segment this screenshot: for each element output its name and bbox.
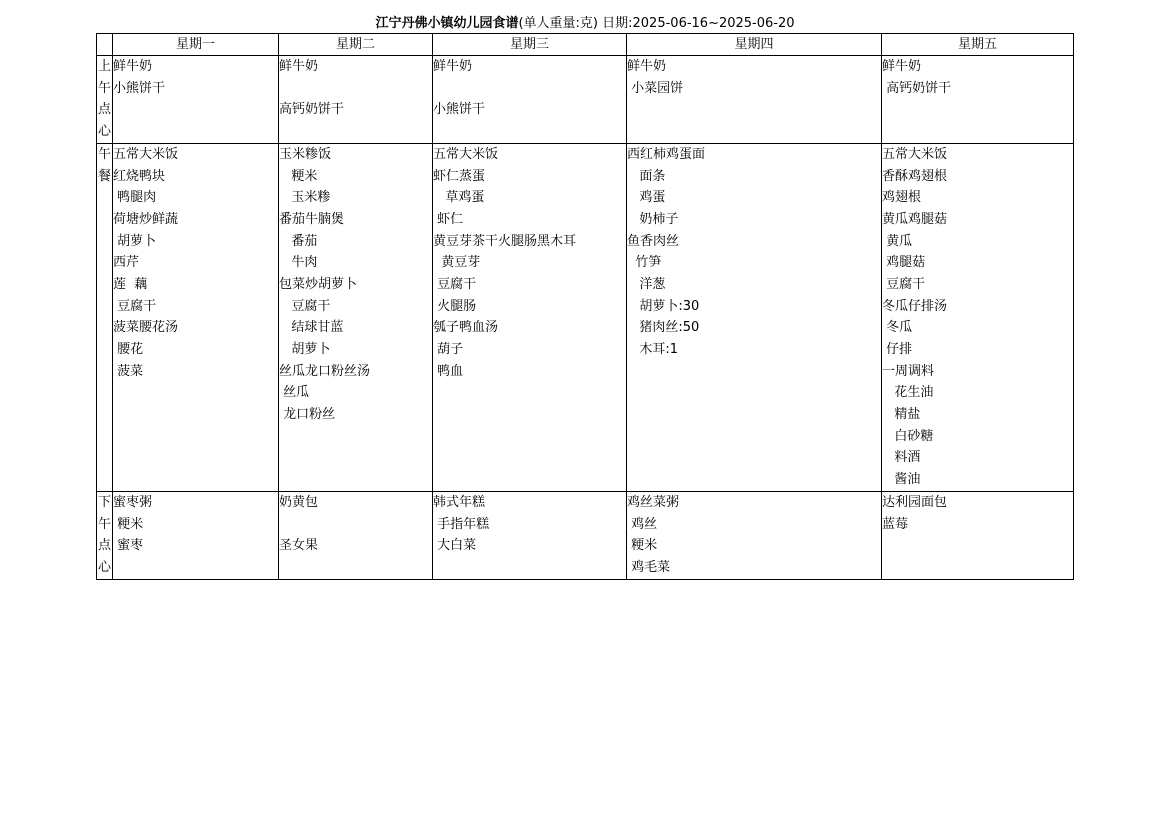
menu-item: 黄豆芽茶干火腿肠黑木耳 xyxy=(433,233,577,249)
menu-cell xyxy=(627,56,882,144)
menu-item: 西红柿鸡蛋面 xyxy=(627,146,706,162)
menu-item: 蜜枣粥 xyxy=(113,494,153,510)
menu-item: 鲜牛奶 xyxy=(627,59,667,74)
menu-item: 丝瓜龙口粉丝汤 xyxy=(279,363,371,379)
menu-cell xyxy=(627,491,882,579)
menu-item: 菠菜腰花汤 xyxy=(113,320,179,336)
menu-cell xyxy=(279,56,433,144)
menu-item: 鸡毛菜 xyxy=(627,559,671,575)
menu-cell xyxy=(882,56,1074,144)
menu-item: 鲜牛奶 xyxy=(882,59,922,74)
day-header-mon: 星期一 xyxy=(113,34,279,56)
menu-item: 蓝莓 xyxy=(882,516,909,532)
menu-cell xyxy=(433,143,627,491)
menu-item: 小菜园饼 xyxy=(627,80,684,96)
menu-item: 小熊饼干 xyxy=(433,102,486,118)
menu-item: 达利园面包 xyxy=(882,494,948,510)
menu-item: 冬瓜仔排汤 xyxy=(882,298,948,314)
lunch-label: 午 餐 xyxy=(97,143,113,491)
menu-item: 鸡丝菜粥 xyxy=(627,494,680,510)
menu-item: 香酥鸡翅根 xyxy=(882,168,948,184)
menu-cell xyxy=(113,491,279,579)
menu-item: 瓠子鸭血汤 xyxy=(433,320,499,336)
menu-item: 玉米糁饭 xyxy=(279,146,332,162)
menu-item: 黄豆芽 xyxy=(433,255,481,271)
menu-item: 白砂糖 xyxy=(882,428,934,444)
menu-item: 包菜炒胡萝卜 xyxy=(279,276,358,292)
menu-item: 豆腐干 xyxy=(113,298,157,314)
menu-item: 火腿肠 xyxy=(433,298,477,314)
menu-item: 五常大米饭 xyxy=(882,146,948,162)
menu-cell xyxy=(113,56,279,144)
menu-item: 猪肉丝:50 xyxy=(627,320,700,336)
menu-item: 鸡腿菇 xyxy=(882,255,926,271)
menu-cell xyxy=(433,491,627,579)
menu-item: 鸡翅根 xyxy=(882,190,922,206)
menu-item: 鲜牛奶 xyxy=(113,59,153,74)
menu-item: 粳米 xyxy=(627,538,658,554)
day-header-tue: 星期二 xyxy=(279,34,433,56)
menu-item: 蜜枣 xyxy=(113,538,144,554)
day-header-wed: 星期三 xyxy=(433,34,627,56)
menu-item: 料酒 xyxy=(882,450,921,466)
menu-item: 鲜牛奶 xyxy=(279,59,319,74)
menu-item: 草鸡蛋 xyxy=(433,190,485,206)
menu-item: 豆腐干 xyxy=(882,276,926,292)
menu-item: 鲜牛奶 xyxy=(433,59,473,74)
menu-item: 小熊饼干 xyxy=(113,80,166,96)
menu-item: 韩式年糕 xyxy=(433,494,486,510)
day-header-thu: 星期四 xyxy=(627,34,882,56)
menu-cell xyxy=(433,56,627,144)
menu-item: 荷塘炒鲜蔬 xyxy=(113,211,179,227)
afternoon-snack-label: 下 午 点 心 xyxy=(97,491,113,579)
menu-item: 一周调料 xyxy=(882,363,935,379)
corner-cell xyxy=(97,34,113,56)
menu-cell xyxy=(882,491,1074,579)
menu-item: 面条 xyxy=(627,168,666,184)
lunch-row xyxy=(97,143,1074,491)
menu-title-suffix: (单人重量:克) 日期:2025-06-16~2025-06-20 xyxy=(518,16,795,31)
weekly-menu-table xyxy=(96,33,1074,580)
menu-title xyxy=(96,15,1074,33)
menu-item: 结球甘蓝 xyxy=(279,320,344,336)
menu-item: 豆腐干 xyxy=(279,298,331,314)
menu-item: 虾仁 xyxy=(433,211,464,227)
menu-item: 西芹 xyxy=(113,255,140,271)
menu-item: 粳米 xyxy=(113,516,144,532)
menu-item: 腰花 xyxy=(113,342,144,357)
menu-item: 玉米糁 xyxy=(279,190,331,206)
menu-cell xyxy=(882,143,1074,491)
blank-line xyxy=(279,514,432,536)
menu-item: 豆腐干 xyxy=(433,276,477,292)
menu-item: 黄瓜鸡腿菇 xyxy=(882,211,948,227)
menu-item: 手指年糕 xyxy=(433,516,490,532)
morning-snack-row xyxy=(97,56,1074,144)
menu-item: 大白菜 xyxy=(433,538,477,554)
day-header-fri: 星期五 xyxy=(882,34,1074,56)
menu-cell xyxy=(113,143,279,491)
menu-item: 胡萝卜:30 xyxy=(627,298,700,314)
menu-item: 鸭血 xyxy=(433,363,464,379)
menu-item: 胡萝卜 xyxy=(279,342,331,357)
blank-line xyxy=(279,78,432,100)
menu-item: 菠菜 xyxy=(113,363,144,379)
menu-item: 圣女果 xyxy=(279,538,319,554)
menu-item: 番茄 xyxy=(279,233,318,249)
menu-item: 番茄牛腩煲 xyxy=(279,211,345,227)
menu-cell xyxy=(627,143,882,491)
menu-title-main: 江宁丹佛小镇幼儿园食谱 xyxy=(375,16,519,31)
menu-item: 丝瓜 xyxy=(279,385,310,401)
menu-item: 五常大米饭 xyxy=(113,146,179,162)
menu-item: 葫子 xyxy=(433,342,464,357)
menu-item: 粳米 xyxy=(279,168,318,184)
menu-item: 鸡蛋 xyxy=(627,190,666,206)
menu-item: 胡萝卜 xyxy=(113,233,157,249)
menu-item: 牛肉 xyxy=(279,255,318,271)
menu-cell xyxy=(279,143,433,491)
menu-item: 花生油 xyxy=(882,385,934,401)
menu-item: 奶黄包 xyxy=(279,494,319,510)
menu-item: 洋葱 xyxy=(627,276,666,292)
menu-item: 鸭腿肉 xyxy=(113,190,157,206)
menu-item: 鱼香肉丝 xyxy=(627,233,680,249)
menu-item: 奶柿子 xyxy=(627,211,679,227)
menu-item: 木耳:1 xyxy=(627,342,679,357)
menu-item: 精盐 xyxy=(882,407,921,423)
menu-item: 五常大米饭 xyxy=(433,146,499,162)
morning-snack-label: 上 午 点 心 xyxy=(97,56,113,144)
menu-item: 竹笋 xyxy=(627,255,662,271)
menu-item: 鸡丝 xyxy=(627,516,658,532)
menu-item: 高钙奶饼干 xyxy=(882,80,952,96)
menu-item: 黄瓜 xyxy=(882,233,913,249)
blank-line xyxy=(433,78,626,100)
menu-item: 龙口粉丝 xyxy=(279,407,336,423)
menu-item: 莲 藕 xyxy=(113,276,148,292)
menu-item: 酱油 xyxy=(882,472,921,488)
menu-item: 高钙奶饼干 xyxy=(279,102,345,118)
menu-item: 仔排 xyxy=(882,342,913,357)
header-row xyxy=(97,34,1074,56)
menu-item: 冬瓜 xyxy=(882,320,913,336)
afternoon-snack-row xyxy=(97,491,1074,579)
menu-item: 虾仁蒸蛋 xyxy=(433,168,486,184)
menu-item: 红烧鸭块 xyxy=(113,168,166,184)
menu-cell xyxy=(279,491,433,579)
